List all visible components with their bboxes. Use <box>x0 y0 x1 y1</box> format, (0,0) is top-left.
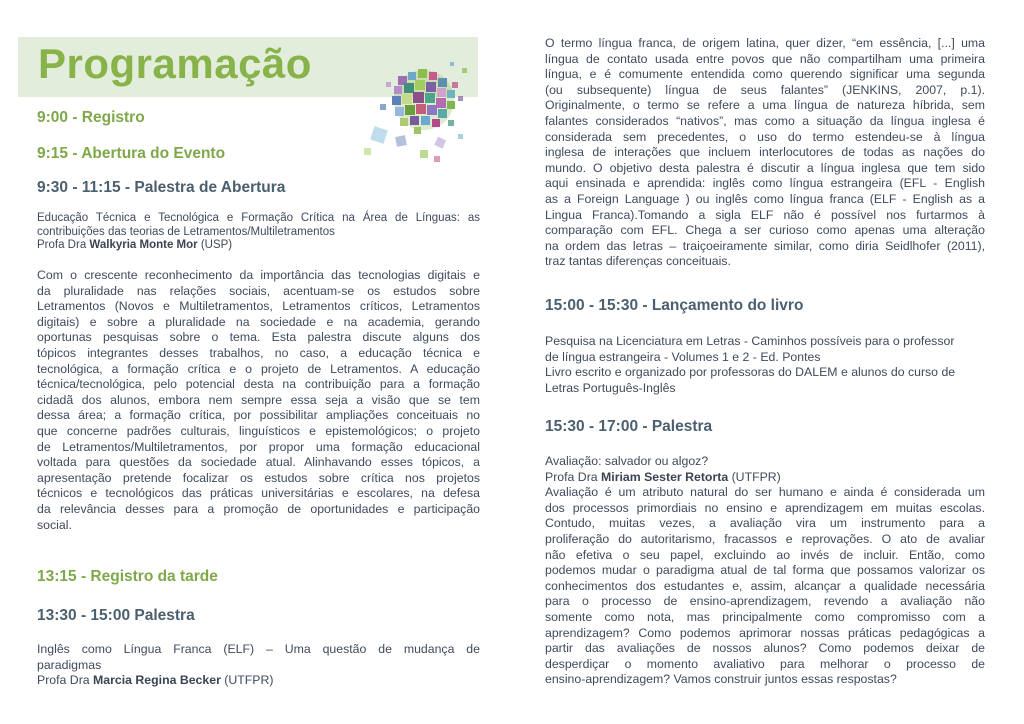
paragraph-line: Letramentos (Novos e Multiletramentos, Letramentos críticos, Letramentos <box>37 299 480 314</box>
book-block <box>545 334 985 396</box>
cube-cluster-graphic <box>350 38 476 168</box>
paragraph-line: somente como nota, mas principalmente como compromisso com a <box>545 609 985 624</box>
paragraph-line: não efetiva o seu papel, excluindo ao invés de incluir. Então, como <box>545 547 985 562</box>
schedule-time-lancamento: 15:00 - 15:30 - Lançamento do livro <box>545 297 804 314</box>
cube-cluster <box>364 62 467 162</box>
schedule-time-palestra-abertura: 9:30 - 11:15 - Palestra de Abertura <box>37 179 286 196</box>
paragraph-line: digitais) e sobre a pluralidade na sociedade e na academia, gerando <box>37 314 480 329</box>
paragraph-line: língua de contato usada entre povos que não compartilham uma primeira <box>545 51 985 66</box>
paragraph-line: O termo língua franca, de origem latina, quer dizer, “em essência, [...] uma <box>545 36 985 50</box>
page-title: Programação <box>38 40 312 87</box>
paragraph-line: técnicos e tecnológicos das práticas universitárias e escolares, na defesa <box>37 486 480 501</box>
paragraph-line: Originalmente, o termo se refere a uma língua de natureza híbrida, sem <box>545 98 985 113</box>
talk2-block <box>37 642 480 689</box>
talk1-speaker <box>37 239 480 253</box>
schedule-time-palestra-1330: 13:30 - 15:00 Palestra <box>37 607 195 624</box>
paragraph-line: língua, e é comumente entendida como querendo significar uma segunda <box>545 67 985 82</box>
paragraph-line: da relevância desses para a promoção de oportunidades e participação <box>37 501 480 516</box>
speaker-affiliation: (UTFPR) <box>220 673 274 688</box>
paragraph-line: falantes considerados “nativos”, mas como a situação da língua inglesa é <box>545 113 985 128</box>
paragraph-line: técnica/tecnológica, pelo potencial desta na contribuição para a formação <box>37 377 480 392</box>
paragraph-line: cidadã dos alunos, embora nem sempre essa seja a visão que se tem <box>37 392 480 407</box>
speaker-prefix: Profa Dra <box>37 673 94 688</box>
paragraph-line: para o processo de ensino-aprendizagem, revendo a avaliação não <box>545 594 985 609</box>
paragraph-line: mundo. O objetivo desta palestra é discutir a língua inglesa que tem sido <box>545 160 985 175</box>
book-line: de língua estrangeira - Volumes 1 e 2 - Ed. Pontes <box>545 349 821 364</box>
paragraph-line: podemos mudar o paradigma atual de tal forma que possamos valorizar os <box>545 563 985 578</box>
talk2-speaker <box>37 673 480 689</box>
paragraph-line: Contudo, muitas vezes, a avaliação vira um instrumento para a <box>545 516 985 531</box>
speaker-affiliation: (USP) <box>197 239 233 252</box>
schedule-time-palestra-1530: 15:30 - 17:00 - Palestra <box>545 418 713 435</box>
paragraph-line: (ou subsequente) língua de seus falantes” (JENKINS, 2007, p.1). <box>545 82 985 97</box>
talk2-title-line: Inglês como Língua Franca (ELF) – Uma questão de mudança de <box>37 642 480 656</box>
speaker-affiliation: (UTFPR) <box>728 469 781 484</box>
schedule-time-abertura: 9:15 - Abertura do Evento <box>37 145 226 162</box>
paragraph-line: ensino-aprendizagem? Vamos construir juntos essas respostas? <box>545 672 897 687</box>
paragraph-line: traz tantas diferenças conceituais. <box>545 254 731 269</box>
talk1-title-line: contribuições das teorias de Letramentos/Multiletramentos <box>37 225 335 238</box>
talk1-block <box>37 212 480 253</box>
paragraph-line: inglesa de interações que incluem interlocutores de todas as nações do <box>545 145 985 160</box>
paragraph-line: tecnológica, a formação crítica e o projeto de Letramentos. A educação <box>37 361 480 376</box>
talk3-speaker <box>545 470 985 486</box>
paragraph-line: considerada sem precedentes, o uso do termo estendeu-se à língua <box>545 129 985 144</box>
paragraph-line: aprendizagem? Como podemos aprimorar nossas práticas pedagógicas a <box>545 625 985 640</box>
paragraph-line: apresentação pretende focalizar os estudos sobre crítica nos projetos <box>37 470 480 485</box>
paragraph-line: da pluralidade nas relações sociais, acentuam-se os estudos sobre <box>37 283 480 298</box>
paragraph-line: Avaliação é um atributo natural do ser humano e ainda é considerada um <box>545 485 985 500</box>
talk3-title: Avaliação: salvador ou algoz? <box>545 454 709 468</box>
paragraph-line: aqui ensinada e aprendida: inglês como língua estrangeira (EFL - English <box>545 176 985 191</box>
book-line: Pesquisa na Licenciatura em Letras - Caminhos possíveis para o professor <box>545 334 955 348</box>
paragraph-line: que concerne padrões culturais, linguísticos e epistemológicos; o projeto <box>37 423 480 438</box>
talk3-block <box>545 454 985 688</box>
talk2-abstract <box>545 36 985 270</box>
paragraph-line: partir das avaliações de nossos alunos? Como podemos deixar de <box>545 641 985 656</box>
paragraph-line: voltada para questões da sociedade atual. Alinhavando esses tópicos, a <box>37 455 480 470</box>
speaker-name: Marcia Regina Becker <box>93 673 221 688</box>
paragraph-line: oportunas pesquisas sobre o tema. Esta palestra discute alguns dos <box>37 330 480 345</box>
paragraph-line: conhecimentos dos estudantes e, assim, alcançar a qualidade necessária <box>545 578 985 593</box>
schedule-time-registro: 9:00 - Registro <box>37 109 145 126</box>
paragraph-line: social. <box>37 517 72 532</box>
paragraph-line: na ordem das letras – traiçoeiramente similar, como diria Seidlhofer (2011), <box>545 238 985 253</box>
speaker-name: Miriam Sester Retorta <box>601 469 729 484</box>
talk2-title-line: paradigmas <box>37 657 102 672</box>
book-line: Livro escrito e organizado por professoras do DALEM e alunos do curso de <box>545 365 956 380</box>
paragraph-line: desperdiçar o momento avaliativo para melhorar o processo de <box>545 656 985 671</box>
paragraph-line: Com o crescente reconhecimento da importância das tecnologias digitais e <box>37 268 480 282</box>
schedule-time-registro-tarde: 13:15 - Registro da tarde <box>37 568 218 585</box>
paragraph-line: as a Foreign Language ) ou inglês como língua franca (ELF - English as a <box>545 191 985 206</box>
speaker-prefix: Profa Dra <box>37 239 90 252</box>
paragraph-line: dessa área; a formação crítica, por possibilitar ampliações conceituais no <box>37 408 480 423</box>
paragraph-line: tópicos integrantes desses trabalhos, no caso, a educação técnica e <box>37 345 480 360</box>
paragraph-line: de Letramentos/Multiletramentos, por propor uma formação educacional <box>37 439 480 454</box>
paragraph-line: dos processos primordiais no ensino e aprendizagem em muitas escolas. <box>545 500 985 515</box>
speaker-name: Walkyria Monte Mor <box>89 239 198 252</box>
paragraph-line: proliferação do autoritarismo, fracassos e reprovações. O ato de avaliar <box>545 531 985 546</box>
talk1-abstract <box>37 268 480 533</box>
speaker-prefix: Profa Dra <box>545 469 602 484</box>
paragraph-line: comparação com EFL. Chega a ser curioso como apenas uma alteração <box>545 223 985 238</box>
paragraph-line: Lingua Franca).Tomando a sigla ELF não é possível nos furtarmos à <box>545 207 985 222</box>
talk1-title-line: Educação Técnica e Tecnológica e Formação Crítica na Área de Línguas: as <box>37 212 480 224</box>
book-line: Letras Português-Inglês <box>545 380 676 395</box>
